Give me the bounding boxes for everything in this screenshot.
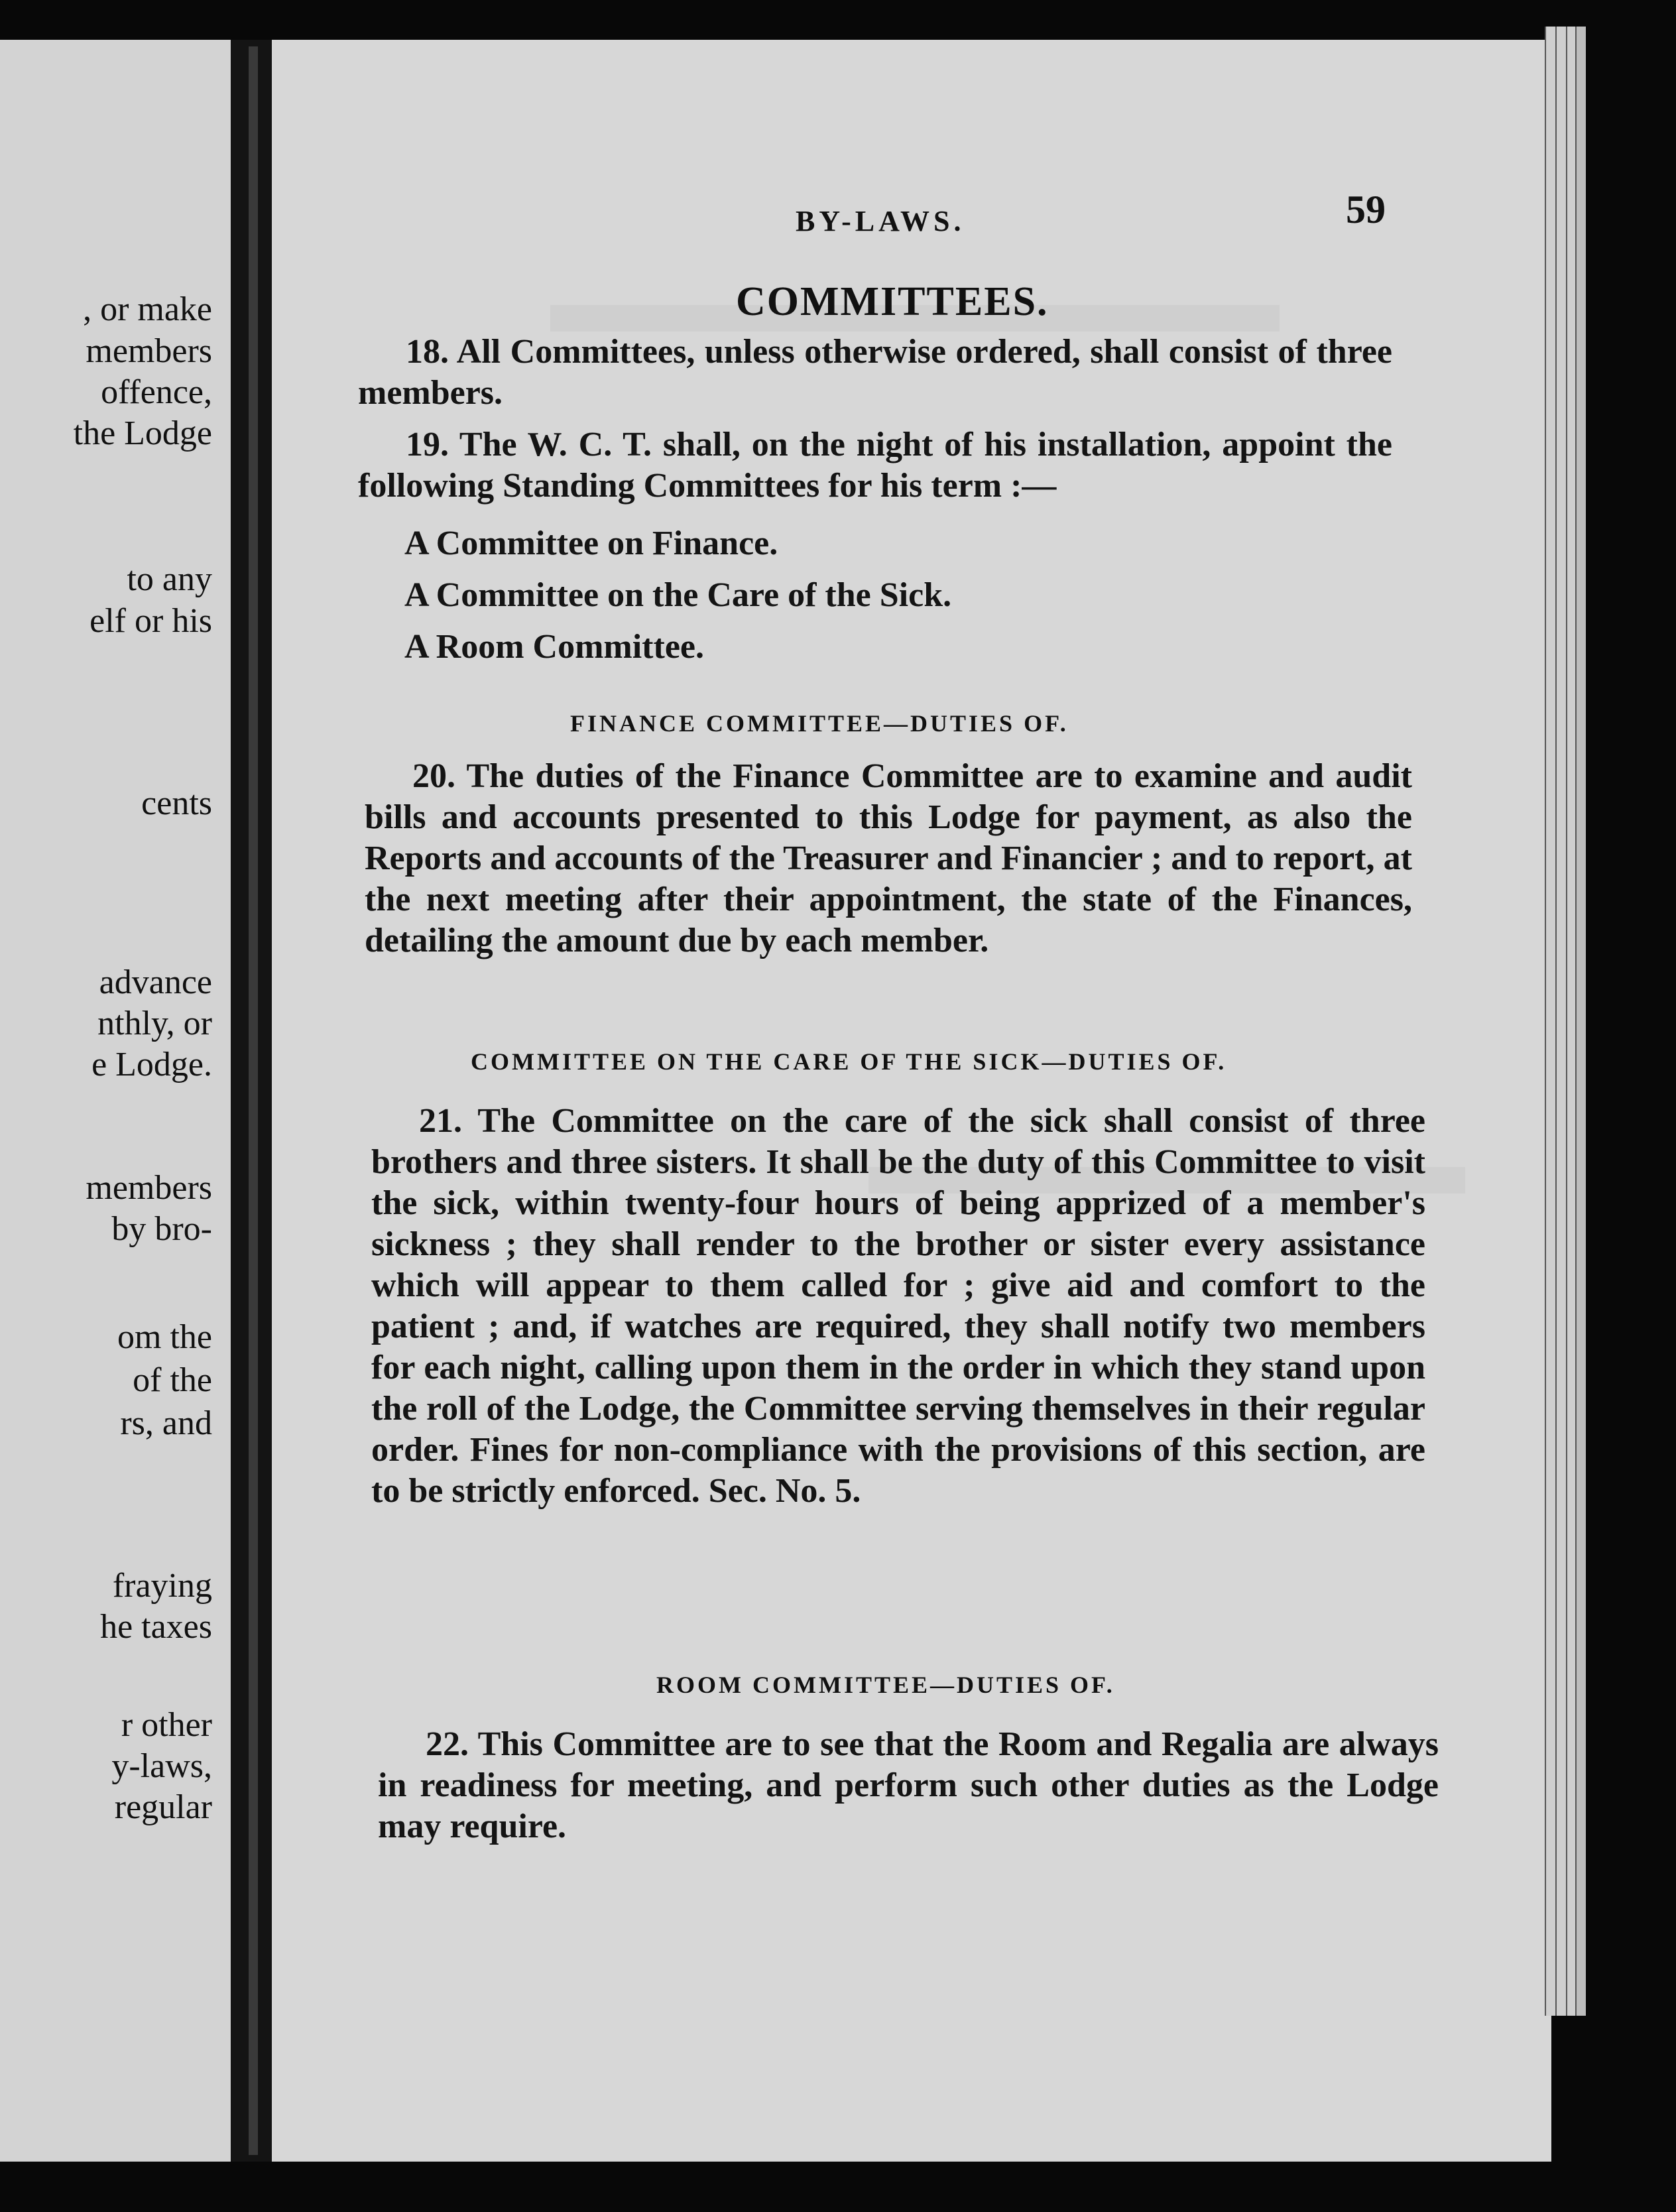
left-fragment: members — [86, 332, 212, 370]
gutter-shadow — [249, 46, 258, 2155]
left-fragment: nthly, or — [97, 1005, 212, 1042]
committee-list-item: A Committee on Finance. — [404, 524, 778, 562]
left-fragment: advance — [99, 963, 212, 1001]
running-head: BY-LAWS. — [796, 205, 965, 237]
left-fragment: the Lodge — [73, 414, 212, 452]
left-fragment: of the — [133, 1361, 212, 1399]
page-number: 59 — [1346, 188, 1386, 231]
committee-list-item: A Committee on the Care of the Sick. — [404, 576, 952, 614]
bylaw-21: 21. The Committee on the care of the sick shall consist of three brothers and three sisters. It shall be the duty of this Committee to visit the sick, within twenty-four hours of being apprized of a member's sickness ; they shall render to the brother or sister every assistance which will appear to them called for ; give aid and comfort to the patient ; and, if watches are required, they shall notify two members for each night, calling upon them in the order in which they stand upon the roll of the Lodge, the Committee serving themselves in their regular order. Fines for non-compliance with the provisions of this section, are to be strictly enforced. Sec. No. 5. — [371, 1102, 1425, 1510]
left-fragment: , or make — [83, 290, 212, 328]
committee-list-item: A Room Committee. — [404, 628, 704, 666]
left-fragment: elf or his — [90, 602, 212, 640]
left-fragment: fraying — [112, 1567, 212, 1605]
left-fragment: e Lodge. — [91, 1046, 212, 1083]
left-fragment: regular — [114, 1788, 212, 1826]
subheading-sick: COMMITTEE ON THE CARE OF THE SICK—DUTIES OF. — [471, 1048, 1227, 1075]
left-fragment: he taxes — [100, 1608, 212, 1646]
bylaw-18: 18. All Committees, unless otherwise ordered, shall consist of three members. — [358, 333, 1392, 412]
left-fragment: to any — [127, 560, 212, 598]
right-page — [272, 40, 1551, 2162]
left-fragment: om the — [117, 1318, 212, 1356]
subheading-room: ROOM COMMITTEE—DUTIES OF. — [656, 1672, 1115, 1698]
bylaw-20: 20. The duties of the Finance Committee are to examine and audit bills and accounts presented to this Lodge for payment, as also the Reports and accounts of the Treasurer and Financier ; and to report, at the next meeting after their appointment, the state of the Finances, detailing the amount due by each member. — [365, 757, 1412, 959]
left-fragment: by bro- — [111, 1210, 212, 1248]
left-fragment: offence, — [101, 373, 212, 411]
page-edges — [1545, 27, 1644, 2016]
bylaw-19: 19. The W. C. T. shall, on the night of his installation, appoint the following Standing Committees for his term :— — [358, 426, 1392, 505]
left-fragment: y-laws, — [111, 1747, 212, 1785]
left-fragment: r other — [121, 1706, 212, 1744]
section-title: COMMITTEES. — [736, 279, 1049, 324]
left-page — [0, 40, 231, 2162]
left-fragment: members — [86, 1169, 212, 1207]
left-fragment: cents — [141, 784, 212, 822]
subheading-finance: FINANCE COMMITTEE—DUTIES OF. — [570, 710, 1069, 737]
left-fragment: rs, and — [120, 1404, 212, 1442]
bylaw-22: 22. This Committee are to see that the Room and Regalia are always in readiness for meeting, and perform such other duties as the Lodge may require. — [378, 1725, 1439, 1845]
